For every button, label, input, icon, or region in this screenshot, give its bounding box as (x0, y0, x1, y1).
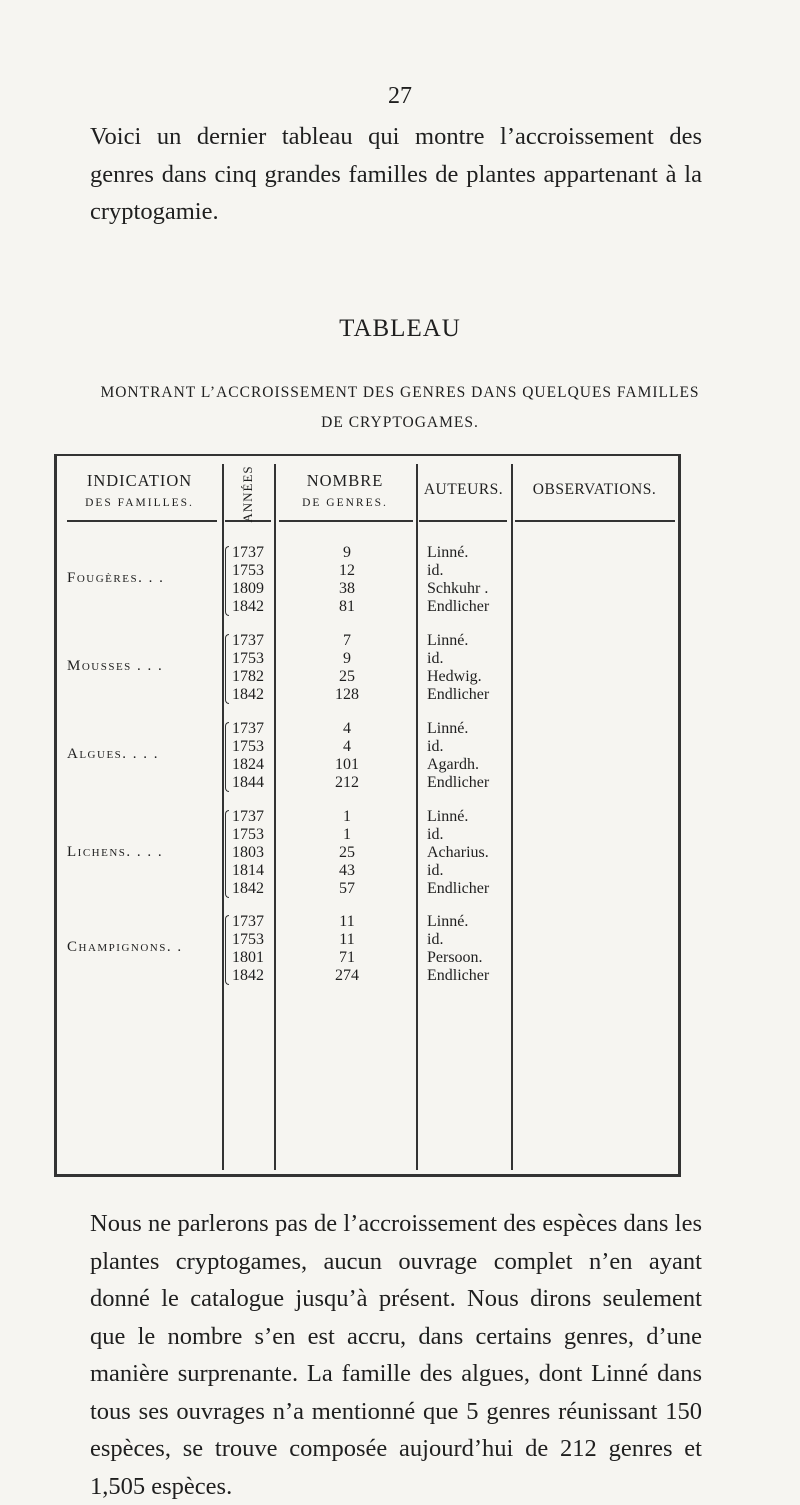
year: 1844 (232, 774, 264, 791)
author: Linné. (427, 808, 469, 825)
tableau-title: TABLEAU (339, 315, 461, 342)
family-group-lichens (57, 808, 678, 898)
genres-count: 25 (339, 668, 355, 685)
year: 1753 (232, 738, 264, 755)
genres-count: 1 (343, 826, 351, 843)
header-observations (511, 481, 678, 499)
table-row (57, 862, 678, 880)
year: 1809 (232, 580, 264, 597)
year: 1814 (232, 862, 264, 879)
author: Acharius. (427, 844, 489, 861)
outro-paragraph: Nous ne parlerons pas de l’accroissement des espèces dans les plantes cryptogames, aucun ouvrage complet n’en ayant donné le catalogue jusqu’à présent. Nous dirons seulement que le nombre s’en est accru, dans certains genres, d’une manière surprenante. La famille des algues, dont Linné dans tous ses ouvrages n’a mentionné que 5 genres réunissant 150 espèces, se trouve composée aujourd’hui de 212 genres et 1,505 espèces. (90, 1210, 702, 1500)
header-auteurs (416, 481, 511, 499)
table-row (57, 562, 678, 580)
year: 1737 (232, 632, 264, 649)
genres-count: 274 (335, 967, 359, 984)
author: Endlicher (427, 774, 490, 791)
family-name: Fougères. . . (67, 570, 165, 586)
year: 1842 (232, 686, 264, 703)
table-row (57, 880, 678, 898)
author: Linné. (427, 544, 469, 561)
table-row (57, 580, 678, 598)
table-row (57, 686, 678, 704)
header-annees-label: ANNÉES (240, 465, 255, 523)
year: 1737 (232, 544, 264, 561)
table-row (57, 931, 678, 949)
genres-count: 128 (335, 686, 359, 703)
tableau-subtitle (0, 378, 800, 438)
year: 1801 (232, 949, 264, 966)
year: 1782 (232, 668, 264, 685)
table-row (57, 632, 678, 650)
author: Hedwig. (427, 668, 482, 685)
genres-count: 11 (339, 931, 355, 948)
author: Linné. (427, 632, 469, 649)
header-underline (279, 520, 413, 522)
genres-count: 71 (339, 949, 355, 966)
header-nombre-sub: DE GENRES. (302, 497, 388, 509)
header-observations-label: OBSERVATIONS. (532, 481, 657, 498)
author: Endlicher (427, 598, 490, 615)
table-row (57, 738, 678, 756)
year: 1737 (232, 720, 264, 737)
header-nombre-label: NOMBRE (306, 471, 384, 490)
author: Endlicher (427, 686, 490, 703)
year: 1753 (232, 562, 264, 579)
table-row (57, 913, 678, 931)
author: id. (427, 862, 444, 879)
genres-count: 4 (343, 720, 351, 737)
year: 1753 (232, 650, 264, 667)
author: Endlicher (427, 967, 490, 984)
header-indication-sub: DES FAMILLES. (85, 497, 194, 509)
author: Linné. (427, 913, 469, 930)
genres-count: 7 (343, 632, 351, 649)
year: 1842 (232, 598, 264, 615)
genres-count: 101 (335, 756, 359, 773)
page-number: 27 (388, 83, 412, 109)
table-row (57, 808, 678, 826)
family-name: Champignons. . (67, 939, 183, 955)
genres-table (54, 454, 681, 1177)
genres-count: 9 (343, 650, 351, 667)
genres-count: 4 (343, 738, 351, 755)
author: id. (427, 931, 444, 948)
genres-count: 11 (339, 913, 355, 930)
table-row (57, 844, 678, 862)
header-annees (222, 464, 274, 523)
intro-paragraph: Voici un dernier tableau qui montre l’accroissement des genres dans cinq grandes familles de plantes appartenant à la cryptogamie. (90, 123, 702, 225)
table-row (57, 949, 678, 967)
year: 1842 (232, 880, 264, 897)
author: Agardh. (427, 756, 479, 773)
table-row (57, 544, 678, 562)
year: 1737 (232, 808, 264, 825)
author: Persoon. (427, 949, 483, 966)
tableau-subtitle-line1: MONTRANT L’ACCROISSEMENT DES GENRES DANS QUELQUES FAMILLES (100, 384, 700, 401)
family-group-mousses (57, 632, 678, 704)
table-row (57, 650, 678, 668)
year: 1803 (232, 844, 264, 861)
table-row (57, 720, 678, 738)
header-underline (515, 520, 675, 522)
genres-count: 43 (339, 862, 355, 879)
table-row (57, 668, 678, 686)
table-row (57, 826, 678, 844)
genres-count: 212 (335, 774, 359, 791)
year: 1737 (232, 913, 264, 930)
year: 1824 (232, 756, 264, 773)
table-row (57, 774, 678, 792)
genres-count: 12 (339, 562, 355, 579)
genres-count: 81 (339, 598, 355, 615)
author: Endlicher (427, 880, 490, 897)
genres-count: 9 (343, 544, 351, 561)
family-name: Algues. . . . (67, 746, 160, 762)
genres-count: 38 (339, 580, 355, 597)
tableau-subtitle-line2: DE CRYPTOGAMES. (321, 414, 479, 431)
header-auteurs-label: AUTEURS. (423, 481, 504, 498)
header-underline (419, 520, 507, 522)
year: 1842 (232, 967, 264, 984)
family-group-champignons (57, 913, 678, 985)
table-row (57, 967, 678, 985)
table-row (57, 756, 678, 774)
header-indication (57, 471, 222, 509)
author: id. (427, 826, 444, 843)
family-group-algues (57, 720, 678, 792)
year: 1753 (232, 826, 264, 843)
genres-count: 25 (339, 844, 355, 861)
author: Schkuhr . (427, 580, 489, 597)
header-underline (67, 520, 217, 522)
author: Linné. (427, 720, 469, 737)
header-nombre (274, 471, 416, 509)
family-name: Mousses . . . (67, 658, 164, 674)
author: id. (427, 650, 444, 667)
header-indication-label: INDICATION (86, 471, 193, 490)
table-row (57, 598, 678, 616)
author: id. (427, 562, 444, 579)
genres-count: 1 (343, 808, 351, 825)
genres-count: 57 (339, 880, 355, 897)
family-name: Lichens. . . . (67, 844, 164, 860)
family-group-fougeres (57, 544, 678, 616)
year: 1753 (232, 931, 264, 948)
author: id. (427, 738, 444, 755)
